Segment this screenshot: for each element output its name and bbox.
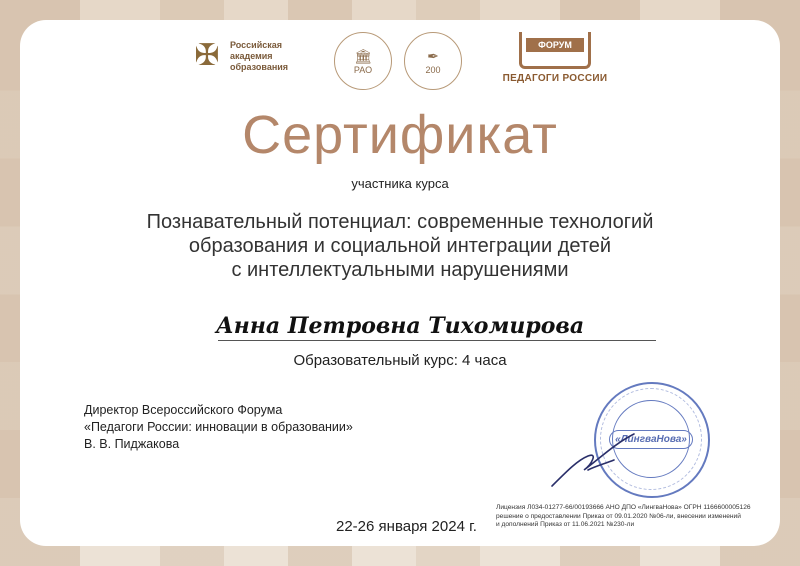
certificate-date: 22-26 января 2024 г. xyxy=(336,518,477,535)
director-block: Директор Всероссийского Форума «Педагоги России: инновации в образовании» В. В. Пиджакова xyxy=(84,403,353,451)
course-title: Познавательный потенциал: современные технологий образования и социальной интеграции детей с интеллектуальными нарушениями xyxy=(146,211,654,281)
stamp-center-text: «ЛингваНова» xyxy=(609,430,693,449)
anniversary-emblem-icon: ✒ 200 xyxy=(404,32,462,90)
name-underline xyxy=(218,340,656,341)
recipient-name: Анна Петровна Тихомирова xyxy=(215,313,585,339)
rao-emblem-icon: 🏛 РАО xyxy=(334,32,392,90)
signature-icon xyxy=(548,430,638,490)
forum-logo xyxy=(490,32,620,84)
certificate-title: Сертификат xyxy=(242,105,558,165)
logos-row xyxy=(190,32,620,92)
rao-logo xyxy=(190,36,288,76)
forum-book-icon: ФОРУМ xyxy=(519,32,591,69)
rao-logo-text: Российская академия образования xyxy=(230,39,289,72)
certificate-subtitle: участника курса xyxy=(351,176,449,191)
eagle-crest-icon: ✠ xyxy=(194,39,220,72)
forum-name: ПЕДАГОГИ РОССИИ xyxy=(502,73,608,84)
license-text: Лицензия Л034-01277-66/00193666 АНО ДПО «ЛингваНова» ОГРН 1166600005126 решение о предоставлении Приказ от 09.01.2020 №06-ли, внесении изменений и дополнений Приказ от 11.06.2021 №230-ли xyxy=(496,504,751,528)
course-hours: Образовательный курс: 4 часа xyxy=(293,352,507,369)
